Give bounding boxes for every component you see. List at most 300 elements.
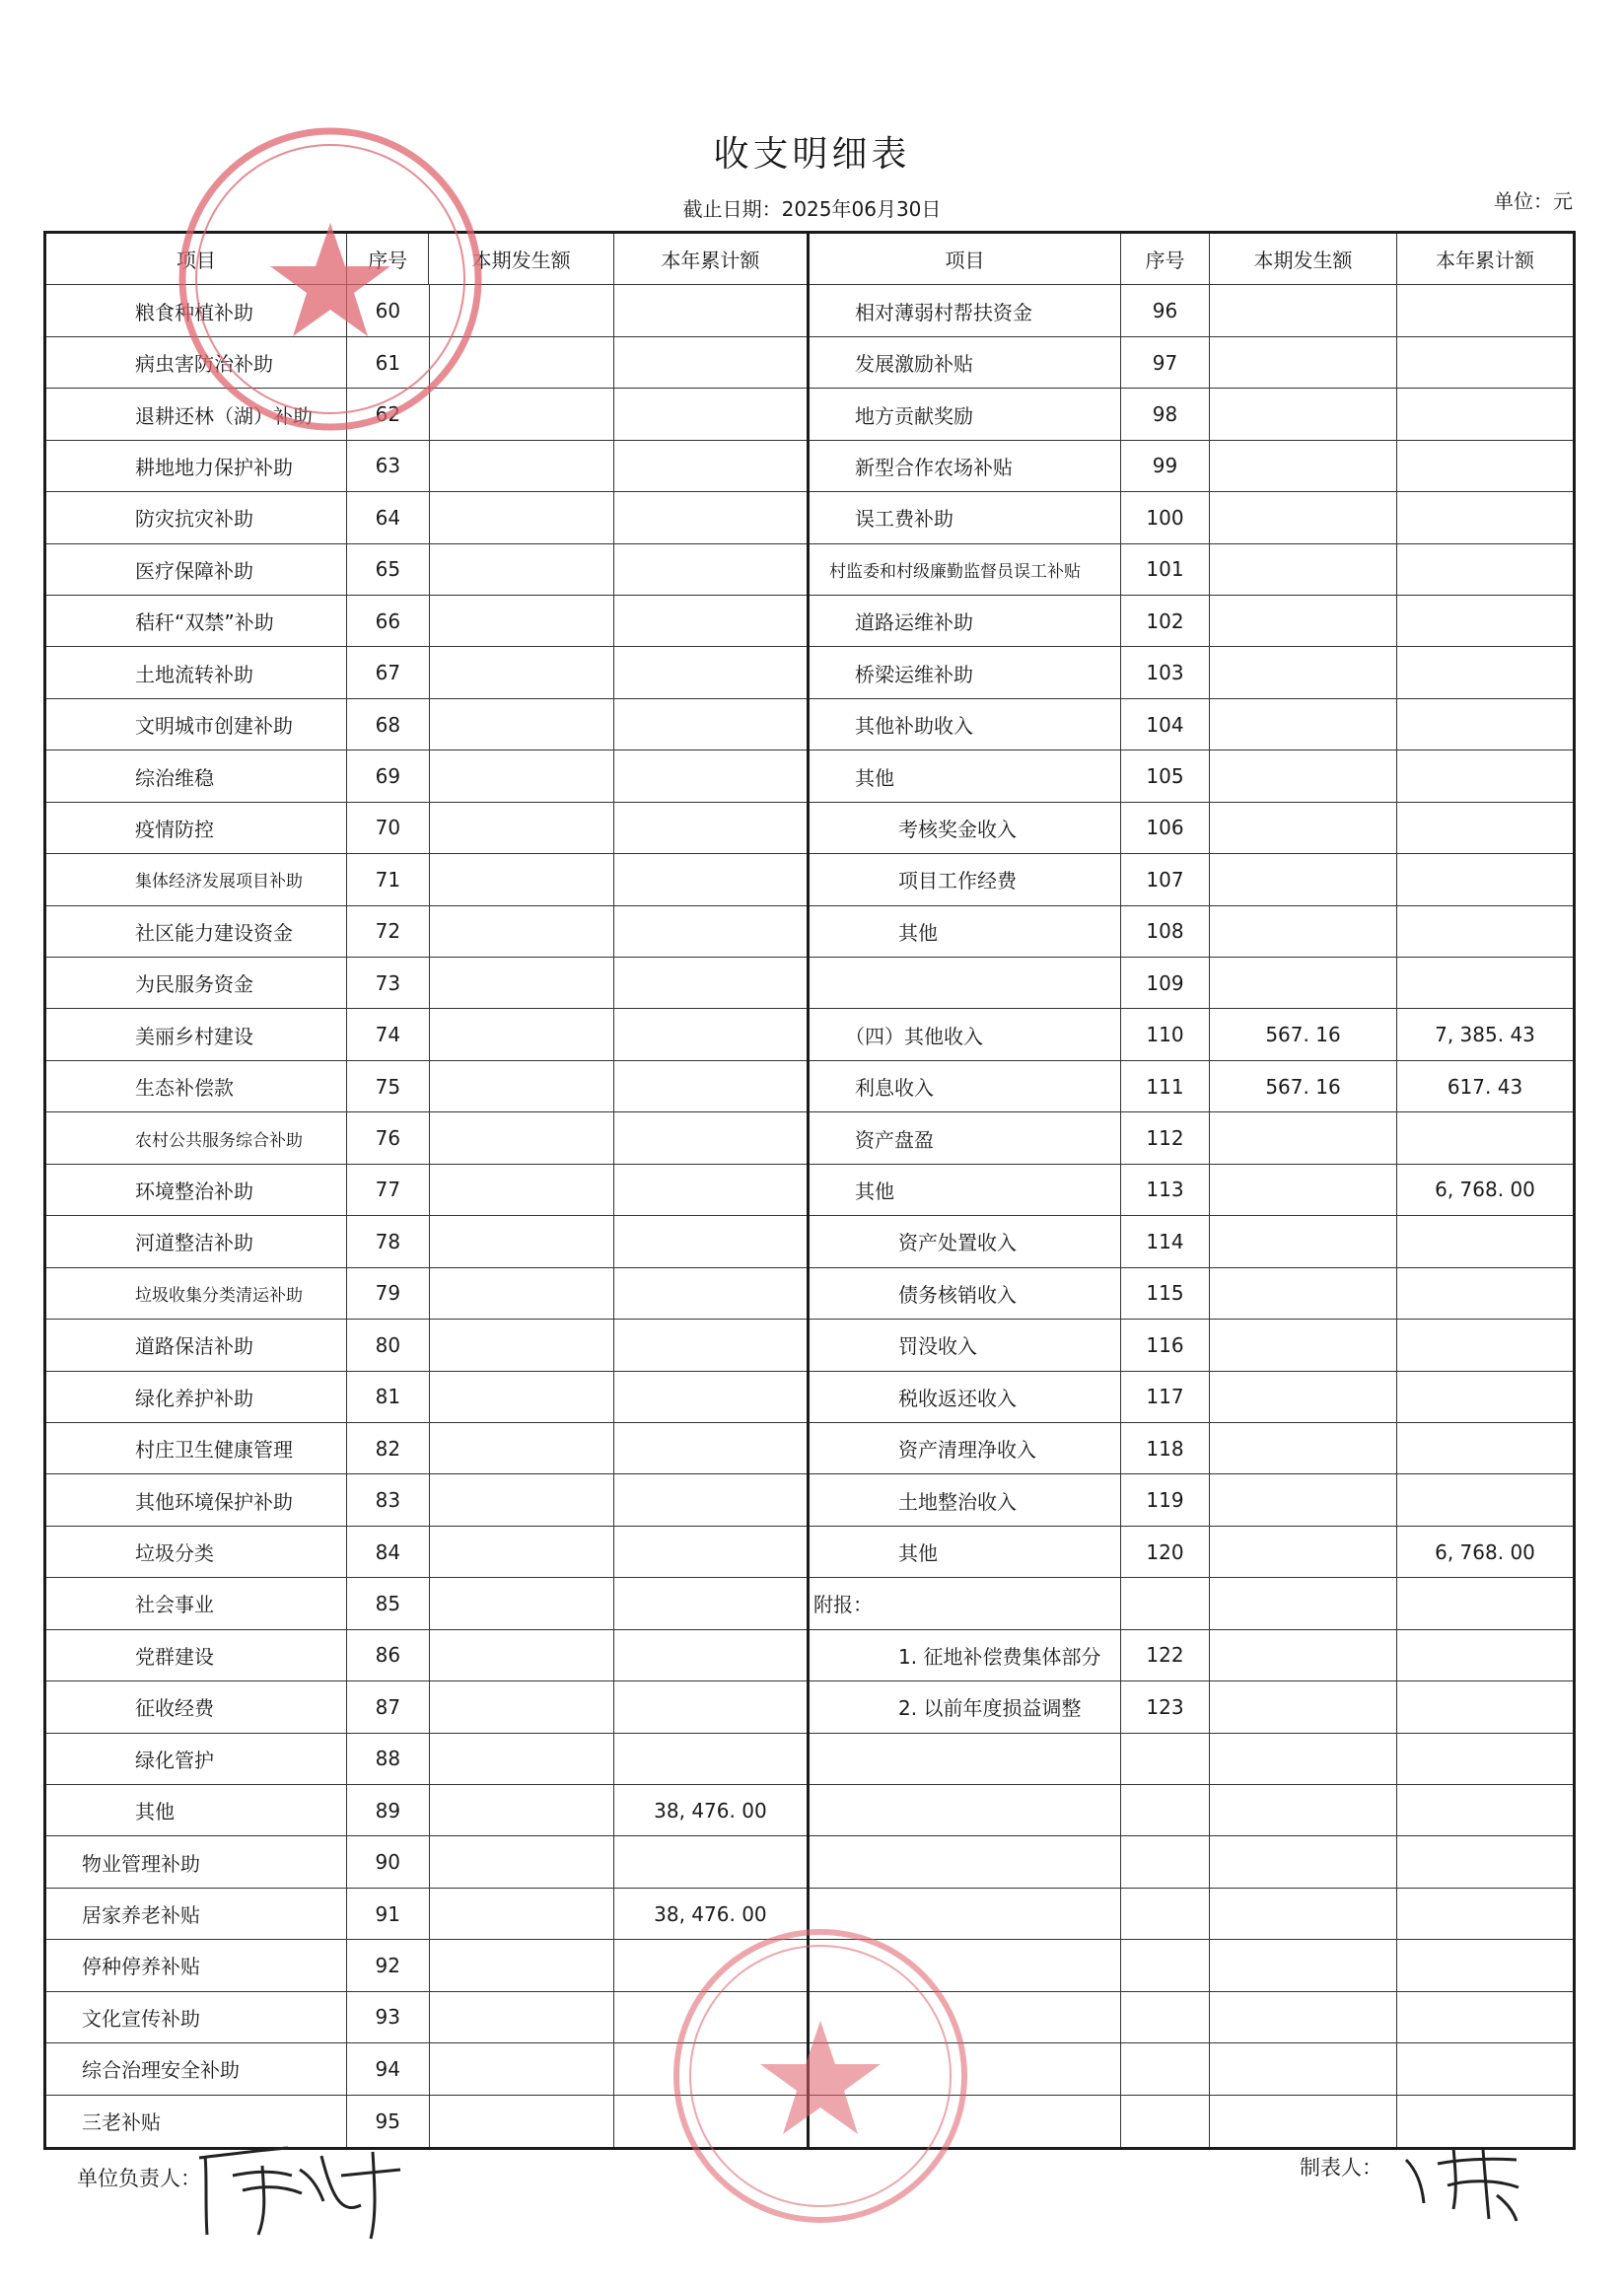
table-row	[46, 1423, 807, 1474]
ytd-amount-cell	[614, 1165, 807, 1215]
item-cell: 垃圾分类	[46, 1527, 347, 1577]
ytd-amount-cell: 38, 476. 00	[654, 1901, 767, 1926]
item-cell: 附报：	[810, 1578, 1121, 1628]
item-cell: （四）其他收入	[810, 1009, 1121, 1059]
item-cell: 综治维稳	[46, 750, 347, 801]
ytd-amount-cell	[614, 1527, 807, 1577]
table-row	[46, 1836, 807, 1888]
ytd-amount-cell	[614, 1681, 807, 1732]
item-cell: 耕地地力保护补助	[46, 441, 347, 491]
ytd-amount-cell	[614, 1268, 807, 1319]
item-cell: 其他补助收入	[810, 699, 1121, 750]
preparer-label: 制表人：	[1300, 2156, 1382, 2180]
seq-cell: 80	[347, 1320, 430, 1370]
seq-cell: 77	[347, 1165, 430, 1215]
current-amount-cell	[430, 1061, 614, 1111]
ytd-amount-cell	[614, 1836, 807, 1887]
table-row	[46, 1112, 807, 1164]
seq-cell: 60	[347, 285, 430, 335]
seq-cell: 114	[1121, 1216, 1210, 1266]
item-cell	[810, 1734, 1121, 1784]
table-row	[46, 699, 807, 750]
ytd-amount-cell	[614, 803, 807, 853]
current-amount-cell	[430, 1216, 614, 1266]
seq-cell: 65	[347, 544, 430, 595]
current-amount-cell	[1210, 1681, 1397, 1732]
current-amount-cell	[430, 1527, 614, 1577]
current-amount-cell	[1210, 1992, 1397, 2042]
ytd-amount-cell	[1397, 544, 1573, 595]
ytd-amount-cell: 7, 385. 43	[1435, 1023, 1535, 1047]
unit-leader-label: 单位负责人：	[77, 2167, 201, 2190]
table-row	[810, 647, 1573, 698]
ytd-amount-cell	[1397, 1268, 1573, 1319]
table-row	[810, 750, 1573, 802]
ytd-amount-cell	[614, 1630, 807, 1680]
ytd-amount-cell	[614, 854, 807, 904]
seq-cell: 123	[1121, 1681, 1210, 1732]
item-cell: 粮食种植补助	[46, 285, 347, 335]
current-amount-cell	[430, 1112, 614, 1163]
seq-cell: 117	[1121, 1372, 1210, 1422]
table-row	[810, 1785, 1573, 1836]
current-amount-cell	[1210, 1423, 1397, 1473]
ytd-amount-cell	[1397, 1112, 1573, 1163]
item-cell: 社会事业	[46, 1578, 347, 1628]
item-cell: 物业管理补助	[46, 1836, 347, 1887]
table-row	[810, 1061, 1573, 1112]
table-row	[46, 1061, 807, 1112]
current-amount-cell	[430, 1630, 614, 1680]
seq-cell: 66	[347, 596, 430, 646]
current-amount-cell	[1210, 958, 1397, 1008]
current-amount-cell	[1210, 1474, 1397, 1525]
current-amount-cell	[430, 1578, 614, 1628]
table-row	[810, 699, 1573, 750]
ytd-amount-cell	[1397, 1889, 1573, 1939]
ytd-amount-cell	[1397, 803, 1573, 853]
seq-cell: 82	[347, 1423, 430, 1473]
unit-label: 单位：元	[1494, 189, 1573, 213]
item-cell: 为民服务资金	[46, 958, 347, 1008]
current-amount-cell	[1210, 854, 1397, 904]
item-cell: 三老补贴	[46, 2096, 347, 2147]
item-cell: 村监委和村级廉勤监督员误工补贴	[810, 544, 1121, 595]
ytd-amount-cell	[1397, 285, 1573, 335]
ytd-column-header: 本年累计额	[661, 249, 760, 273]
table-row	[46, 1165, 807, 1216]
current-amount-cell	[1210, 1836, 1397, 1887]
seq-cell: 67	[347, 647, 430, 697]
current-amount-cell	[430, 1372, 614, 1422]
item-cell: 资产处置收入	[810, 1216, 1121, 1266]
seq-cell: 110	[1121, 1009, 1210, 1059]
ytd-amount-cell	[1397, 1681, 1573, 1732]
table-row	[46, 647, 807, 698]
seq-cell	[1121, 1578, 1210, 1628]
current-amount-cell	[1210, 1630, 1397, 1680]
seq-cell: 90	[347, 1836, 430, 1887]
table-row	[46, 1372, 807, 1423]
table-row	[46, 1527, 807, 1578]
seq-cell: 85	[347, 1578, 430, 1628]
table-row	[810, 1268, 1573, 1320]
item-cell: 其他	[810, 750, 1121, 801]
item-cell: 税收返还收入	[810, 1372, 1121, 1422]
current-amount-cell	[430, 596, 614, 646]
seq-cell: 105	[1121, 750, 1210, 801]
item-cell: 村庄卫生健康管理	[46, 1423, 347, 1473]
table-row	[46, 1009, 807, 1060]
table-row	[46, 906, 807, 958]
item-cell	[810, 958, 1121, 1008]
item-cell: 生态补偿款	[46, 1061, 347, 1111]
seq-cell: 104	[1121, 699, 1210, 750]
item-cell: 垃圾收集分类清运补助	[46, 1268, 347, 1319]
seq-cell: 68	[347, 699, 430, 750]
seq-cell: 79	[347, 1268, 430, 1319]
ytd-amount-cell	[614, 544, 807, 595]
current-amount-cell	[1210, 285, 1397, 335]
current-amount-cell	[1210, 1578, 1397, 1628]
current-amount-cell	[1210, 389, 1397, 439]
item-cell: 道路运维补助	[810, 596, 1121, 646]
ytd-amount-cell: 617. 43	[1447, 1074, 1523, 1099]
seq-cell: 75	[347, 1061, 430, 1111]
seq-cell: 88	[347, 1734, 430, 1784]
current-amount-cell	[430, 750, 614, 801]
item-cell: 土地整治收入	[810, 1474, 1121, 1525]
seq-cell: 115	[1121, 1268, 1210, 1319]
cooperative-seal	[168, 116, 493, 442]
ytd-amount-cell	[614, 1474, 807, 1525]
table-row	[46, 750, 807, 802]
seq-cell: 119	[1121, 1474, 1210, 1525]
current-amount-cell	[1210, 492, 1397, 542]
ytd-amount-cell	[1397, 1630, 1573, 1680]
item-cell: 资产盘盈	[810, 1112, 1121, 1163]
seq-cell	[1121, 1889, 1210, 1939]
seq-cell: 93	[347, 1992, 430, 2042]
seq-cell: 63	[347, 441, 430, 491]
item-column-header: 项目	[810, 234, 1121, 284]
table-row	[810, 337, 1573, 389]
table-row	[46, 803, 807, 854]
seq-cell: 72	[347, 906, 430, 957]
seq-cell	[1121, 1992, 1210, 2042]
ytd-amount-cell	[1397, 1372, 1573, 1422]
seq-cell: 108	[1121, 906, 1210, 957]
current-amount-cell	[1210, 750, 1397, 801]
ytd-amount-cell	[1397, 1320, 1573, 1370]
item-cell: 资产清理净收入	[810, 1423, 1121, 1473]
current-amount-cell	[1210, 906, 1397, 957]
table-row	[46, 1734, 807, 1785]
table-row	[810, 1165, 1573, 1216]
current-amount-cell	[430, 1940, 614, 1990]
current-amount-cell	[430, 906, 614, 957]
seq-cell: 116	[1121, 1320, 1210, 1370]
table-row	[810, 441, 1573, 492]
item-cell: 利息收入	[810, 1061, 1121, 1111]
ytd-amount-cell: 38, 476. 00	[654, 1798, 767, 1822]
current-amount-cell	[430, 544, 614, 595]
current-amount-cell	[430, 958, 614, 1008]
ytd-amount-cell	[614, 647, 807, 697]
table-row	[46, 1474, 807, 1526]
ytd-amount-cell	[1397, 1474, 1573, 1525]
current-amount-cell	[430, 1681, 614, 1732]
item-cell	[810, 1785, 1121, 1835]
seq-cell: 109	[1121, 958, 1210, 1008]
supervision-committee-seal	[663, 1918, 978, 2234]
item-cell: 集体经济发展项目补助	[46, 854, 347, 904]
ytd-amount-cell	[614, 958, 807, 1008]
item-cell: 新型合作农场补贴	[810, 441, 1121, 491]
table-row	[810, 1320, 1573, 1371]
item-cell: 相对薄弱村帮扶资金	[810, 285, 1121, 335]
left-table-half	[46, 234, 810, 2147]
current-amount-cell	[1210, 2096, 1397, 2147]
table-row	[46, 1630, 807, 1681]
table-row	[46, 596, 807, 647]
seq-cell: 103	[1121, 647, 1210, 697]
table-row	[810, 854, 1573, 905]
ytd-amount-cell	[1397, 389, 1573, 439]
seq-cell	[1121, 1734, 1210, 1784]
ytd-amount-cell	[614, 596, 807, 646]
table-row	[46, 958, 807, 1009]
right-table-half	[810, 234, 1573, 2147]
seq-cell: 95	[347, 2096, 430, 2147]
current-amount-cell	[1210, 1268, 1397, 1319]
seq-cell: 64	[347, 492, 430, 542]
table-row	[810, 1836, 1573, 1888]
item-cell: 罚没收入	[810, 1320, 1121, 1370]
ytd-amount-cell	[614, 1372, 807, 1422]
seq-cell	[1121, 1836, 1210, 1887]
ytd-amount-cell	[614, 1423, 807, 1473]
item-cell: 绿化养护补助	[46, 1372, 347, 1422]
current-amount-cell	[430, 803, 614, 853]
seq-cell: 86	[347, 1630, 430, 1680]
table-row	[810, 1681, 1573, 1733]
item-cell: 考核奖金收入	[810, 803, 1121, 853]
item-cell: 地方贡献奖励	[810, 389, 1121, 439]
seq-cell: 78	[347, 1216, 430, 1266]
table-row	[810, 1630, 1573, 1681]
seq-cell: 61	[347, 337, 430, 388]
item-cell: 退耕还林（湖）补助	[46, 389, 347, 439]
current-amount-cell	[1210, 1320, 1397, 1370]
seq-cell: 62	[347, 389, 430, 439]
current-amount-cell	[430, 1474, 614, 1525]
current-amount-cell	[430, 1268, 614, 1319]
current-amount-cell	[430, 647, 614, 697]
item-cell: 其他	[46, 1785, 347, 1835]
item-cell: 医疗保障补助	[46, 544, 347, 595]
table-row	[810, 492, 1573, 543]
current-amount-cell	[430, 2043, 614, 2094]
table-row	[810, 1527, 1573, 1578]
current-amount-cell	[1210, 2043, 1397, 2094]
item-cell: 其他	[810, 1527, 1121, 1577]
item-cell: 综合治理安全补助	[46, 2043, 347, 2094]
seq-column-header: 序号	[1121, 234, 1210, 284]
item-cell: 其他	[810, 906, 1121, 957]
item-cell: 美丽乡村建设	[46, 1009, 347, 1059]
ytd-amount-cell	[1397, 1216, 1573, 1266]
table-row	[810, 1578, 1573, 1629]
item-cell: 党群建设	[46, 1630, 347, 1680]
ytd-amount-cell	[614, 750, 807, 801]
current-column-header: 本期发生额	[1210, 234, 1397, 284]
current-amount-cell	[1210, 1112, 1397, 1163]
seq-cell: 69	[347, 750, 430, 801]
current-amount-cell	[1210, 337, 1397, 388]
item-cell: 项目工作经费	[810, 854, 1121, 904]
ytd-column-header: 本年累计额	[1436, 249, 1534, 273]
item-cell: 债务核销收入	[810, 1268, 1121, 1319]
ytd-amount-cell	[1397, 596, 1573, 646]
current-amount-cell	[430, 1785, 614, 1835]
seq-cell: 101	[1121, 544, 1210, 595]
seq-cell	[1121, 2043, 1210, 2094]
current-amount-cell	[1210, 803, 1397, 853]
item-cell: 防灾抗灾补助	[46, 492, 347, 542]
current-amount-cell	[430, 441, 614, 491]
seq-cell: 100	[1121, 492, 1210, 542]
seq-cell	[1121, 1940, 1210, 1990]
seq-cell: 111	[1121, 1061, 1210, 1111]
item-cell: 道路保洁补助	[46, 1320, 347, 1370]
item-cell: 误工费补助	[810, 492, 1121, 542]
ytd-amount-cell	[614, 441, 807, 491]
ytd-amount-cell	[614, 389, 807, 439]
current-amount-cell	[430, 1734, 614, 1784]
seq-cell: 71	[347, 854, 430, 904]
ytd-amount-cell	[614, 1578, 807, 1628]
current-amount-cell	[430, 699, 614, 750]
table-row	[810, 1734, 1573, 1785]
item-cell: 其他环境保护补助	[46, 1474, 347, 1525]
item-cell: 2. 以前年度损益调整	[810, 1681, 1121, 1732]
table-row	[810, 1009, 1573, 1060]
ytd-amount-cell	[1397, 2043, 1573, 2094]
seq-cell	[1121, 1785, 1210, 1835]
current-amount-cell: 567. 16	[1210, 1061, 1397, 1111]
ytd-amount-cell: 6, 768. 00	[1435, 1539, 1535, 1564]
table-row	[810, 958, 1573, 1009]
ytd-amount-cell	[1397, 1734, 1573, 1784]
item-cell: 停种停养补贴	[46, 1940, 347, 1990]
current-amount-cell	[1210, 699, 1397, 750]
item-cell: 绿化管护	[46, 1734, 347, 1784]
statement-table	[43, 231, 1576, 2150]
table-row	[810, 544, 1573, 596]
table-row	[810, 803, 1573, 854]
item-cell: 1. 征地补偿费集体部分	[810, 1630, 1121, 1680]
current-amount-cell	[1210, 1940, 1397, 1990]
seq-cell: 96	[1121, 285, 1210, 335]
item-cell: 疫情防控	[46, 803, 347, 853]
ytd-amount-cell	[614, 337, 807, 388]
current-amount-cell	[430, 1165, 614, 1215]
seq-cell: 73	[347, 958, 430, 1008]
seq-cell: 83	[347, 1474, 430, 1525]
table-row	[46, 492, 807, 543]
ytd-amount-cell	[1397, 1785, 1573, 1835]
table-row	[810, 596, 1573, 647]
item-cell: 环境整治补助	[46, 1165, 347, 1215]
item-cell: 文化宣传补助	[46, 1992, 347, 2042]
current-amount-cell	[1210, 441, 1397, 491]
table-row	[810, 906, 1573, 958]
item-cell: 文明城市创建补助	[46, 699, 347, 750]
item-cell: 发展激励补贴	[810, 337, 1121, 388]
table-row	[46, 1320, 807, 1371]
ytd-amount-cell: 6, 768. 00	[1435, 1178, 1535, 1202]
table-row	[810, 285, 1573, 336]
current-column-header: 本期发生额	[429, 234, 613, 284]
table-row	[810, 389, 1573, 440]
ytd-amount-cell	[1397, 699, 1573, 750]
table-row	[46, 1268, 807, 1320]
preparer-signature	[1398, 2140, 1536, 2229]
ytd-amount-cell	[614, 492, 807, 542]
item-cell: 农村公共服务综合补助	[46, 1112, 347, 1163]
seq-cell: 102	[1121, 596, 1210, 646]
current-amount-cell: 567. 16	[1210, 1009, 1397, 1059]
seq-column-header: 序号	[347, 234, 430, 284]
table-row	[810, 1216, 1573, 1267]
item-column-header: 项目	[46, 234, 347, 284]
table-row	[46, 1578, 807, 1629]
ytd-amount-cell	[1397, 906, 1573, 957]
current-amount-cell	[1210, 1372, 1397, 1422]
current-amount-cell	[430, 1836, 614, 1887]
ytd-amount-cell	[614, 906, 807, 957]
seq-cell: 92	[347, 1940, 430, 1990]
seq-cell: 94	[347, 2043, 430, 2094]
page-title: 收支明细表	[713, 134, 911, 175]
ytd-amount-cell	[1397, 958, 1573, 1008]
item-cell: 社区能力建设资金	[46, 906, 347, 957]
current-amount-cell	[430, 1992, 614, 2042]
seq-cell: 97	[1121, 337, 1210, 388]
ytd-amount-cell	[1397, 1578, 1573, 1628]
leader-signature	[193, 2136, 430, 2245]
table-row	[46, 544, 807, 596]
current-amount-cell	[430, 854, 614, 904]
seq-cell: 106	[1121, 803, 1210, 853]
seq-cell: 81	[347, 1372, 430, 1422]
ytd-amount-cell	[614, 699, 807, 750]
table-row	[810, 1372, 1573, 1423]
seq-cell: 91	[347, 1889, 430, 1939]
ytd-amount-cell	[614, 1061, 807, 1111]
table-row	[810, 1474, 1573, 1526]
current-amount-cell	[1210, 647, 1397, 697]
current-amount-cell	[430, 1423, 614, 1473]
current-amount-cell	[430, 1009, 614, 1059]
table-row	[46, 1216, 807, 1267]
ytd-amount-cell	[1397, 1992, 1573, 2042]
seq-cell: 70	[347, 803, 430, 853]
table-row	[46, 1785, 807, 1836]
item-cell: 桥梁运维补助	[810, 647, 1121, 697]
seq-cell: 84	[347, 1527, 430, 1577]
